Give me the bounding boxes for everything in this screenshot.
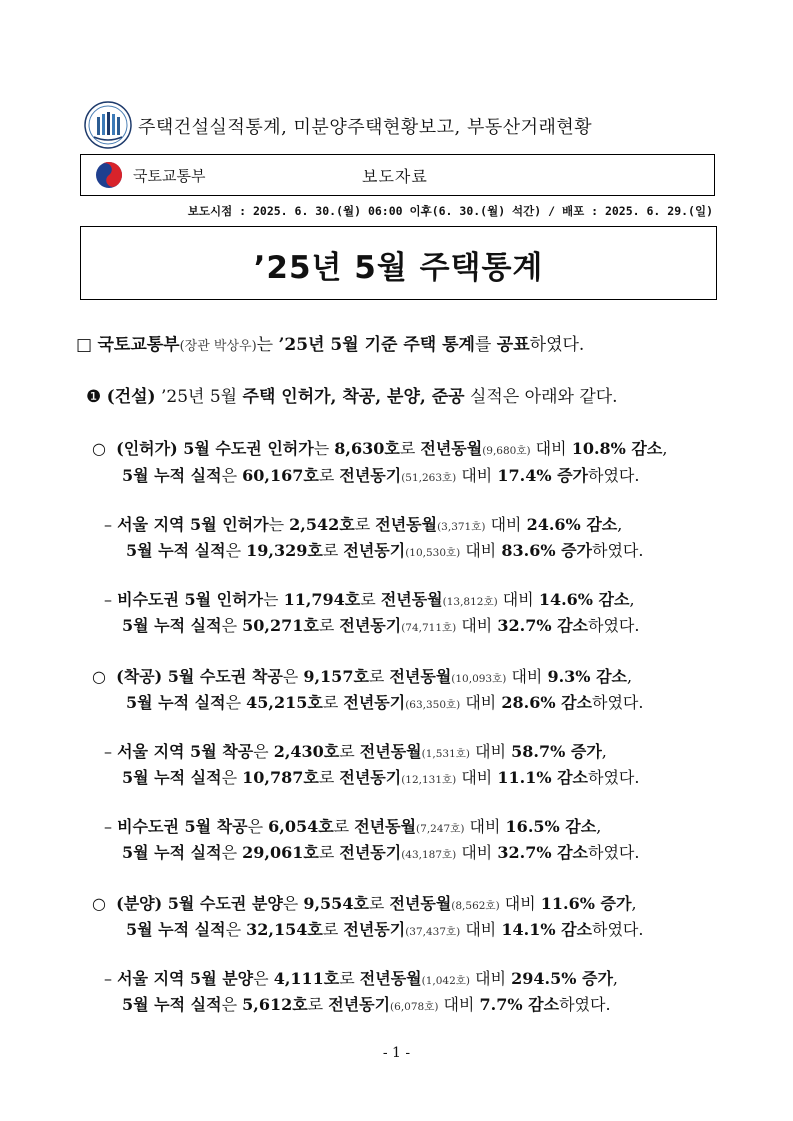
- permits-main-line2: 5월 누적 실적은 60,167호로 전년동기(51,263호) 대비 17.4% 증가하였다.: [122, 466, 640, 485]
- starts-noncapital-line1: – 비수도권 5월 착공은 6,054호로 전년동월(7,247호) 대비 16.5% 감소,: [104, 817, 602, 836]
- sales-main-line1: ○ (분양) 5월 수도권 분양은 9,554호로 전년동월(8,562호) 대비 11.6% 증가,: [92, 894, 637, 913]
- intro-key: ’25년 5월 기준 주택 통계: [278, 335, 475, 355]
- sales-seoul-line1: – 서울 지역 5월 분양은 4,111호로 전년동월(1,042호) 대비 294.5% 증가,: [104, 969, 619, 988]
- ministry-name: 국토교통부: [133, 167, 206, 185]
- release-type: 보도자료: [362, 167, 428, 186]
- starts-main-line1: ○ (착공) 5월 수도권 착공은 9,157호로 전년동월(10,093호) 대비 9.3% 감소,: [92, 667, 633, 686]
- sales-seoul-line2: 5월 누적 실적은 5,612호로 전년동기(6,078호) 대비 7.7% 감소하였다.: [122, 995, 611, 1014]
- page-title: ’25년 5월 주택통계: [253, 250, 544, 286]
- starts-seoul-line2: 5월 누적 실적은 10,787호로 전년동기(12,131호) 대비 11.1% 감소하였다.: [122, 768, 640, 787]
- title-box: [80, 226, 717, 300]
- starts-noncapital-line2: 5월 누적 실적은 29,061호로 전년동기(43,187호) 대비 32.7% 감소하였다.: [122, 843, 640, 862]
- checkbox-bullet: □: [76, 335, 93, 355]
- taegeuk-logo-icon: [95, 161, 123, 189]
- permits-seoul-line2: 5월 누적 실적은 19,329호로 전년동기(10,530호) 대비 83.6% 증가하였다.: [126, 541, 644, 560]
- masthead: [80, 154, 715, 196]
- section-construction-heading: ❶ (건설) ’25년 5월 주택 인허가, 착공, 분양, 준공 실적은 아래와 같다.: [86, 387, 618, 407]
- government-emblem-icon: [84, 101, 132, 149]
- release-info: 보도시점 : 2025. 6. 30.(월) 06:00 이후(6. 30.(월) 석간) / 배포 : 2025. 6. 29.(일): [187, 204, 713, 218]
- permits-seoul-line1: – 서울 지역 5월 인허가는 2,542호로 전년동월(3,371호) 대비 24.6% 감소,: [104, 515, 623, 534]
- report-series: 주택건설실적통계, 미분양주택현황보고, 부동산거래현황: [138, 117, 593, 138]
- permits-main-line1: ○ (인허가) 5월 수도권 인허가는 8,630호로 전년동월(9,680호) 대비 10.8% 감소,: [92, 439, 668, 458]
- sales-main-line2: 5월 누적 실적은 32,154호로 전년동기(37,437호) 대비 14.1% 감소하였다.: [126, 920, 644, 939]
- intro-paragraph: □ 국토교통부(장관 박상우)는 ’25년 5월 기준 주택 통계를 공표하였다.: [76, 335, 585, 355]
- permits-noncapital-line2: 5월 누적 실적은 50,271호로 전년동기(74,711호) 대비 32.7% 감소하였다.: [122, 616, 640, 635]
- starts-seoul-line1: – 서울 지역 5월 착공은 2,430호로 전년동월(1,531호) 대비 58.7% 증가,: [104, 742, 607, 761]
- permits-noncapital-line1: – 비수도권 5월 인허가는 11,794호로 전년동월(13,812호) 대비 14.6% 감소,: [104, 590, 635, 609]
- page-number: - 1 -: [382, 1045, 411, 1061]
- ministry: 국토교통부: [97, 335, 180, 355]
- circled-number-1: ❶: [86, 387, 102, 407]
- starts-main-line2: 5월 누적 실적은 45,215호로 전년동기(63,350호) 대비 28.6% 감소하였다.: [126, 693, 644, 712]
